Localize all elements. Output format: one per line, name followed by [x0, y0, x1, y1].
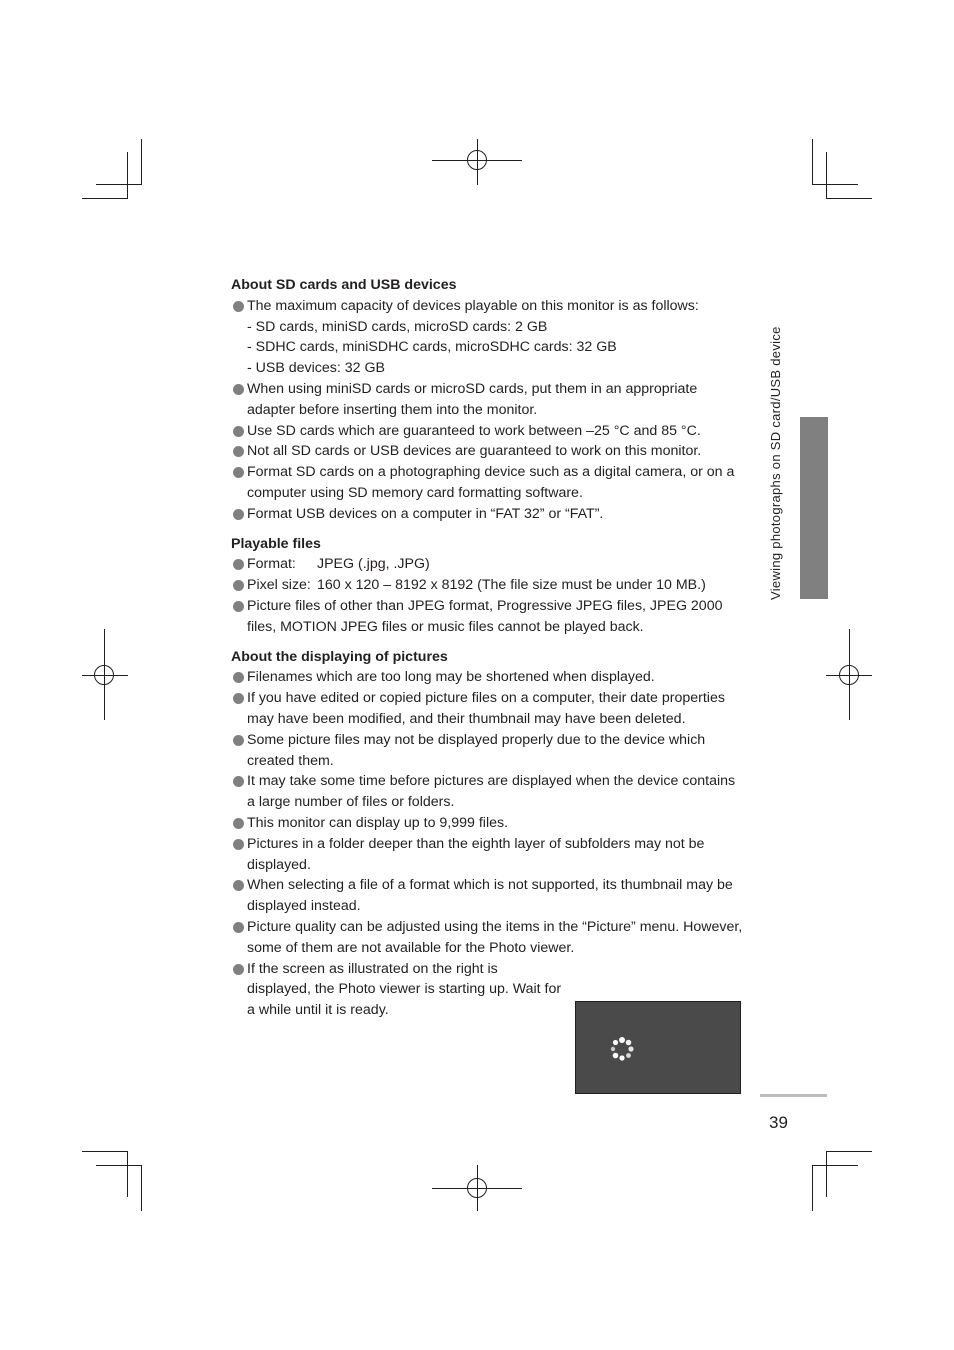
list-item-text: This monitor can display up to 9,999 files.	[247, 814, 509, 831]
list-item-text: Not all SD cards or USB devices are guaranteed to work on this monitor.	[247, 443, 702, 460]
list-item	[231, 813, 746, 834]
chapter-label: Viewing photographs on SD card/USB device	[768, 326, 783, 600]
sub-item: - SDHC cards, miniSDHC cards, microSDHC cards: 32 GB	[247, 339, 617, 356]
list-item-text: If you have edited or copied picture files on a computer, their date properties may have been modified, and their thumbnail may have been deleted.	[247, 690, 725, 727]
pixel-size-value: 160 x 120 – 8192 x 8192 (The file size must be under 10 MB.)	[317, 577, 706, 594]
list-item-text: If the screen as illustrated on the right is displayed, the Photo viewer is starting up. Wait for a while until it is ready.	[247, 960, 562, 1019]
list-item	[231, 959, 565, 1021]
list-item-text: Format SD cards on a photographing device such as a digital camera, or on a computer using SD memory card formatting software.	[247, 464, 735, 501]
list-item-text: Filenames which are too long may be shortened when displayed.	[247, 669, 655, 686]
sub-item: - USB devices: 32 GB	[247, 360, 385, 377]
list-item	[231, 834, 746, 876]
list-item-text: When selecting a file of a format which is not supported, its thumbnail may be displayed instead.	[247, 877, 733, 915]
list-item	[231, 379, 746, 421]
list-item-text: When using miniSD cards or microSD cards, put them in an appropriate adapter before inserting them into the monitor.	[247, 380, 698, 418]
list-item	[231, 667, 746, 688]
list-item	[231, 730, 746, 772]
section-heading: Playable files	[231, 535, 321, 552]
list-item	[231, 296, 746, 317]
list-item	[231, 575, 746, 596]
list-item-text: Pictures in a folder deeper than the eighth layer of subfolders may not be displayed.	[247, 835, 705, 873]
section-playable-files	[231, 534, 746, 638]
list-item	[231, 875, 746, 917]
sub-list	[231, 317, 746, 379]
list-item	[231, 462, 746, 504]
list-item-text: Picture quality can be adjusted using the items in the “Picture” menu. However, some of them are not available for the Photo viewer.	[247, 918, 743, 956]
bullet-list	[231, 296, 746, 525]
page-content	[231, 275, 746, 1030]
list-item	[231, 917, 746, 959]
chapter-tab	[800, 417, 828, 599]
section-sd-usb	[231, 275, 746, 525]
photo-viewer-startup-illustration	[575, 1001, 741, 1094]
pixel-size-label: Pixel size:	[247, 577, 311, 594]
format-label: Format:	[247, 556, 296, 573]
list-item	[231, 421, 746, 442]
page-number: 39	[769, 1113, 788, 1132]
page-number-rule	[760, 1094, 827, 1097]
list-item-text: Picture files of other than JPEG format, Progressive JPEG files, JPEG 2000 files, MOTION JPEG files or music files cannot be played back.	[247, 597, 723, 635]
list-item-text: It may take some time before pictures are displayed when the device contains a large number of files or folders.	[247, 773, 736, 811]
list-item	[231, 771, 746, 813]
sub-item: - SD cards, miniSD cards, microSD cards: 2 GB	[247, 318, 548, 335]
loading-spinner-icon	[609, 1036, 635, 1062]
list-item-text: Some picture files may not be displayed properly due to the device which created them.	[247, 731, 706, 769]
list-item	[231, 554, 746, 575]
bullet-list	[231, 554, 746, 637]
list-item-text: The maximum capacity of devices playable on this monitor is as follows:	[247, 297, 699, 314]
section-heading: About SD cards and USB devices	[231, 277, 457, 293]
section-heading: About the displaying of pictures	[231, 648, 448, 665]
list-item	[231, 441, 746, 462]
list-item-text: Format USB devices on a computer in “FAT 32” or “FAT”.	[247, 505, 604, 522]
format-value: JPEG (.jpg, .JPG)	[317, 556, 430, 573]
list-item	[231, 596, 746, 638]
section-displaying-pictures	[231, 647, 746, 1021]
bullet-list	[231, 667, 746, 1021]
list-item-text: Use SD cards which are guaranteed to work between –25 °C and 85 °C.	[247, 422, 701, 439]
list-item	[231, 504, 746, 525]
list-item	[231, 688, 746, 730]
